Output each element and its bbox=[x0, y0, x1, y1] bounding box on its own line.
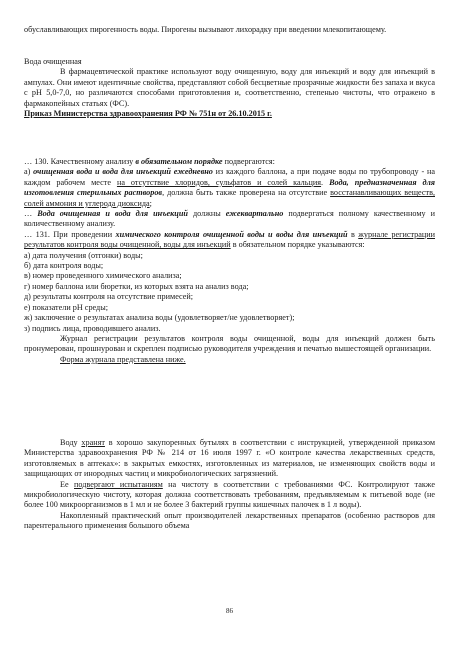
paragraph-experience: Накопленный практический опыт производителей лекарственных препаратов (особенно растворов для парентерального применения большого объема bbox=[24, 510, 435, 531]
paragraph-pyrogens: обуславливающих пирогенность воды. Пирогены вызывают лихорадку при введении млекопитающему. bbox=[24, 25, 387, 34]
list-item: а) дата получения (отгонки) воды; bbox=[24, 250, 143, 260]
paragraph-131: … 131. При проведении химического контроля очищенной воды и воды для инъекций в журнале регистрации результатов контроля воды очищенной, воды для инъекций в обязательном порядке указываются: bbox=[24, 229, 436, 250]
section-heading: Вода очищенная bbox=[24, 57, 82, 66]
paragraph-130-a: а) очищенная вода и вода для инъекций ежедневно из каждого баллона, а при подаче воды по трубопроводу - на каждом рабочем месте на отсутствие хлоридов, сульфатов и солей кальция. Вода, предназначенная для изготовления стерильных растворов, должна быть также проверена на отсутствие восстанавливающих веществ, солей аммония и углерода диоксида; bbox=[24, 167, 435, 208]
paragraph-130-quarterly: … Вода очищенная и вода для инъекций должны ежеквартально подвергаться полному качественному и количественному анализу. bbox=[24, 209, 435, 229]
section-water bbox=[24, 57, 435, 119]
paragraph-journal-form: Форма журнала представлена ниже. bbox=[60, 354, 186, 364]
paragraph-water-types: В фармацевтической практике используют воду очищенную, воду для инъекций и воду для инъекций в ампулах. Они имеют идентичные свойства, представляют собой бесцветные прозрачные жидкости без запаха и вкуса с pH 5,0-7,0, но различаются способами приготовления и, соответственно, степенью чистоты, что отражено в фармакопейных статьях (ФС). bbox=[24, 67, 435, 108]
paragraph-journal: Журнал регистрации результатов контроля воды очищенной, воды для инъекций должен быть пронумерован, прошнурован и скреплен подписью руководителя учреждения и печатью вышестоящей организации. bbox=[24, 333, 435, 354]
order-title: Приказ Министерства здравоохранения РФ № 751н от 26.10.2015 г. bbox=[24, 109, 272, 119]
paragraph-testing: Ее подвергают испытаниям на чистоту в соответствии с требованиями ФС. Контролируют также микробиологическую чистоту, которая должна соответствовать требованиям, предъявляемым к питьевой воде (не более 100 микроорганизмов в 1 мл и не более 3 бактерий группы кишечных палочек в 1 л воды). bbox=[24, 479, 435, 510]
list-item: д) результаты контроля на отсутствие примесей; bbox=[24, 292, 194, 302]
section-order-text bbox=[24, 157, 435, 365]
page-number: 86 bbox=[226, 607, 233, 615]
list-item: б) дата контроля воды; bbox=[24, 261, 104, 271]
section-storage bbox=[24, 438, 435, 532]
list-item: з) подпись лица, проводившего анализ. bbox=[24, 323, 161, 333]
list-item: г) номер баллона или бюретки, из которых взята на анализ вода; bbox=[24, 281, 249, 291]
paragraph-130: … 130. Качественному анализу в обязательном порядке подвергаются: bbox=[24, 157, 275, 166]
list-item: в) номер проведенного химического анализа; bbox=[24, 271, 182, 281]
list-item: ж) заключение о результатах анализа воды (удовлетворяет/не удовлетворяет); bbox=[24, 313, 295, 323]
list-item: е) показатели pH среды; bbox=[24, 302, 109, 312]
paragraph-storage: Воду хранят в хорошо закупоренных бутылях в соответствии с инструкцией, утвержденной приказом Министерства здравоохранения РФ № 214 от 16 июля 1997 г. «О контроле качества лекарственных средств, изготовляемых в аптеках»: в закрытых емкостях, изготовленных из материалов, не изменяющих свойств воды и защищающих от инородных частиц и микробиологических загрязнений. bbox=[24, 438, 436, 479]
